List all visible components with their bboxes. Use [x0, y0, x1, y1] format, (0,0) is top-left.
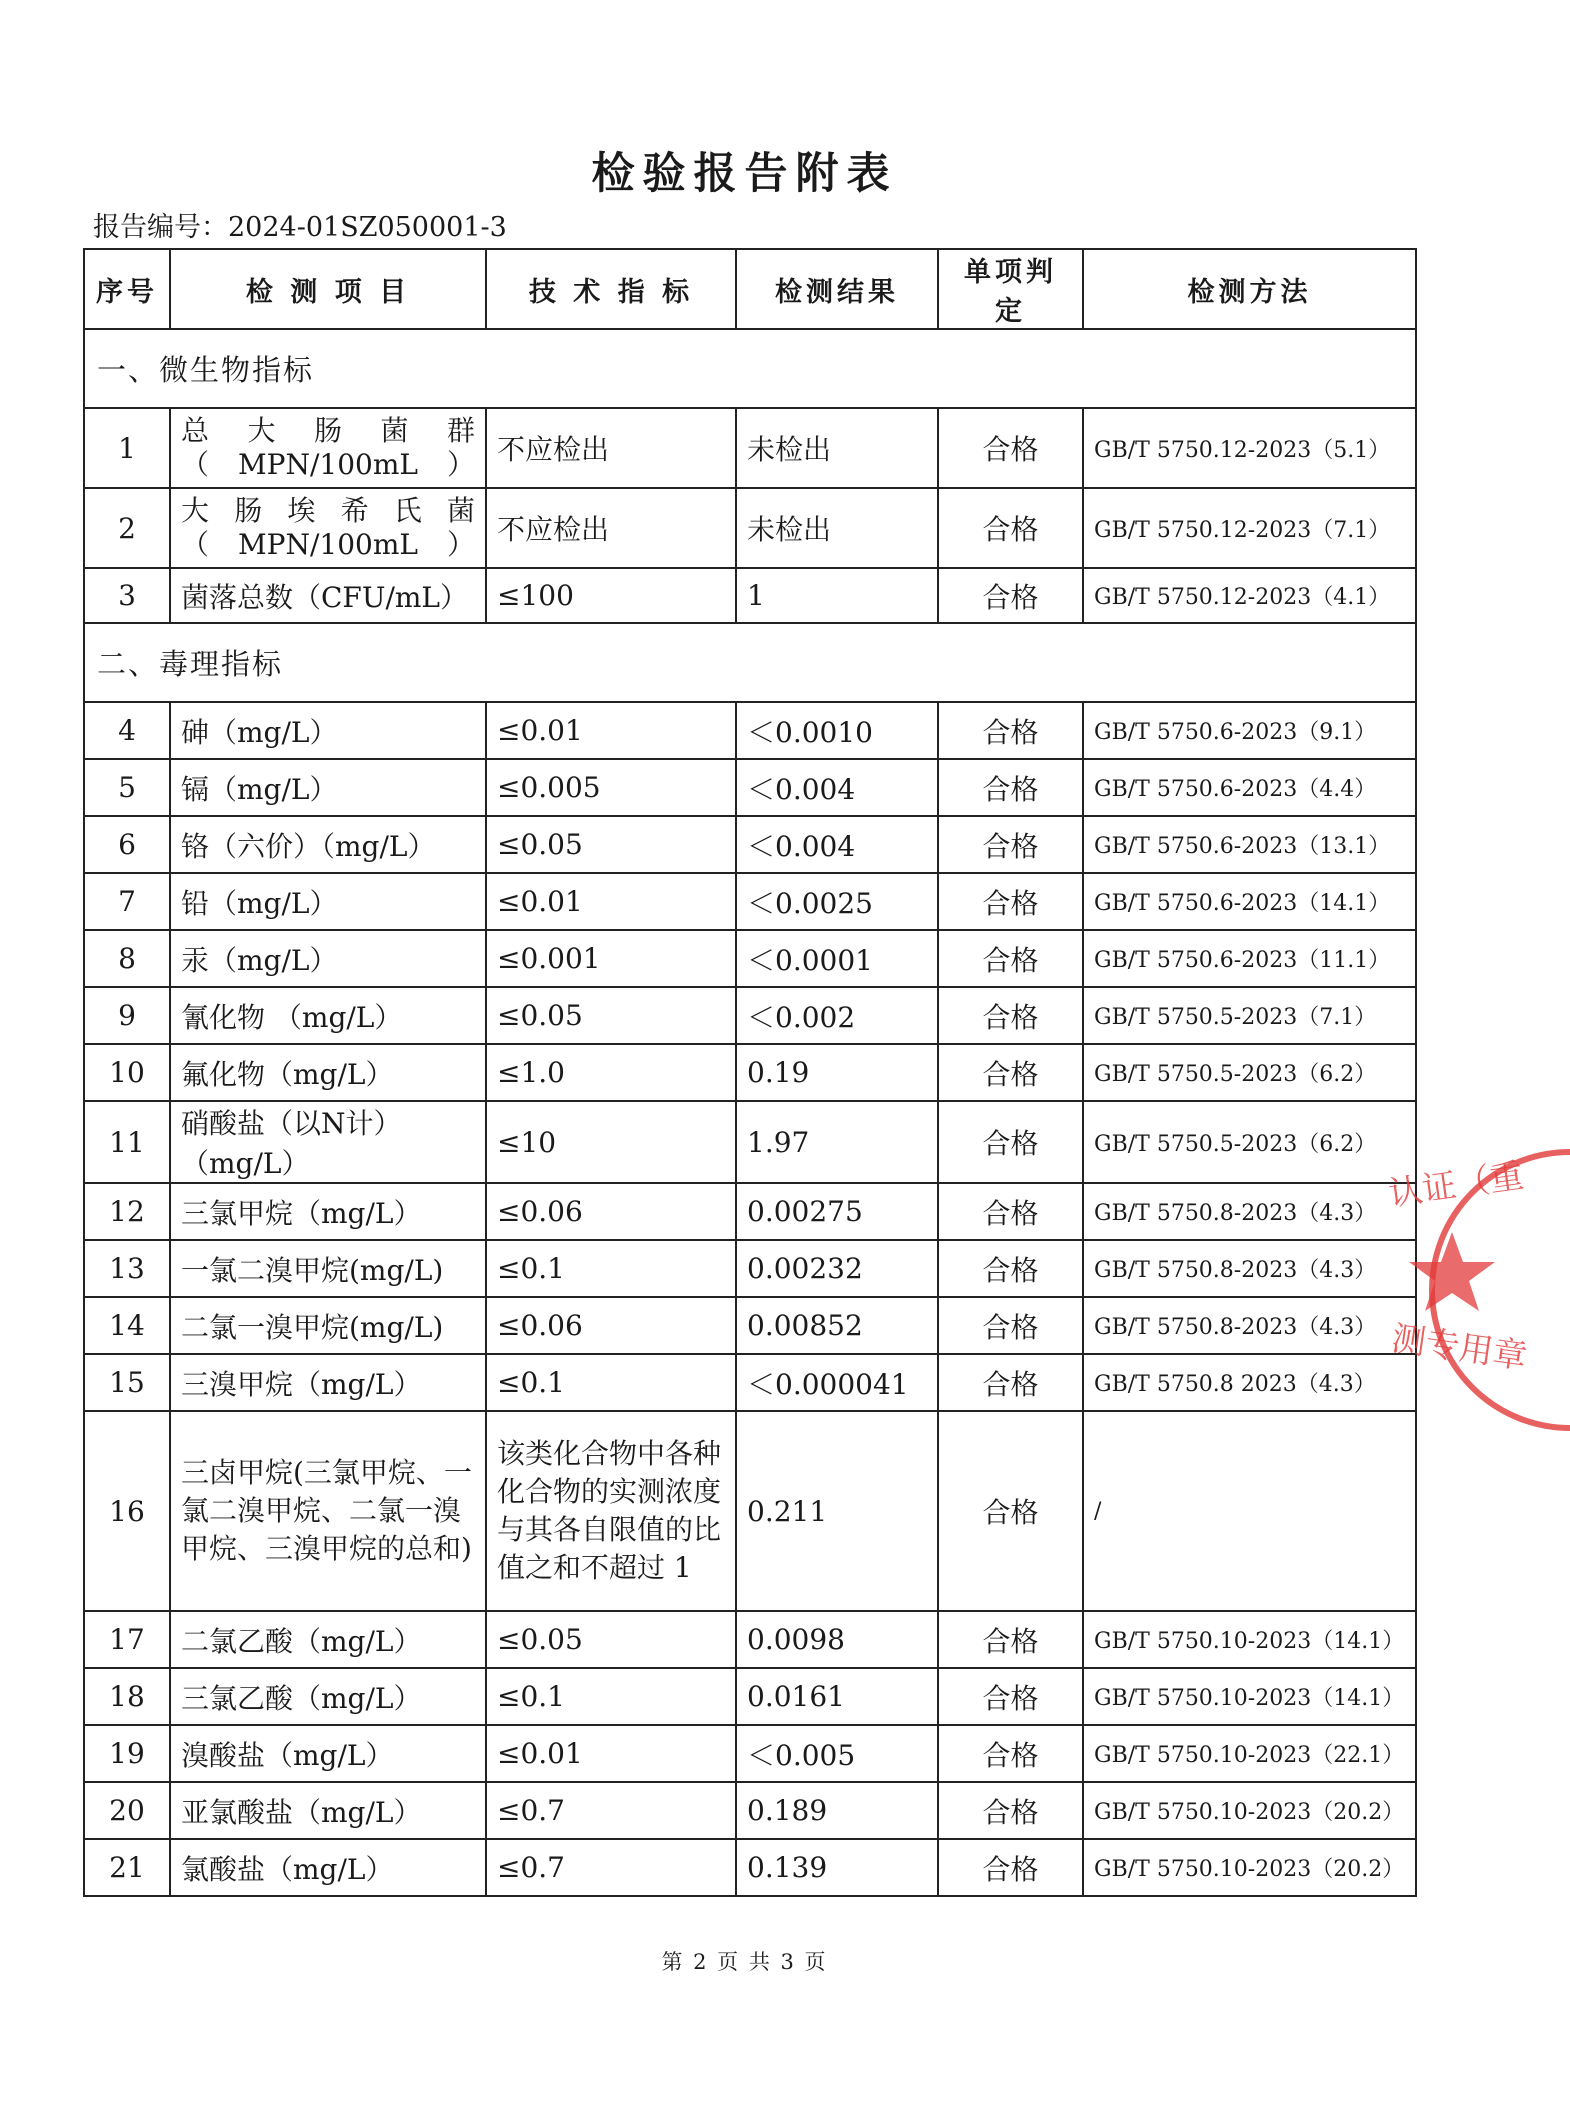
table-row [84, 759, 1416, 816]
row-judgement: 合格 [938, 873, 1083, 930]
row-judgement: 合格 [938, 1668, 1083, 1725]
row-limit: ≤0.001 [486, 930, 736, 987]
table-row [84, 1101, 1416, 1183]
header-limit: 技 术 指 标 [486, 249, 736, 329]
row-item: 二氯一溴甲烷(mg/L) [170, 1297, 486, 1354]
row-result: 1 [736, 568, 938, 623]
row-judgement: 合格 [938, 759, 1083, 816]
section-title: 一、微生物指标 [84, 329, 1416, 408]
row-number: 15 [84, 1354, 170, 1411]
row-item: 氰化物 （mg/L） [170, 987, 486, 1044]
row-result: 0.189 [736, 1782, 938, 1839]
row-result: ＜0.0010 [736, 702, 938, 759]
row-limit: ≤0.7 [486, 1839, 736, 1896]
table-row [84, 1839, 1416, 1896]
row-limit: ≤0.06 [486, 1297, 736, 1354]
row-limit: ≤100 [486, 568, 736, 623]
row-limit: ≤0.05 [486, 816, 736, 873]
row-limit: ≤0.1 [486, 1240, 736, 1297]
row-judgement: 合格 [938, 930, 1083, 987]
row-limit: 不应检出 [486, 408, 736, 488]
row-number: 8 [84, 930, 170, 987]
row-item: 大 肠 埃 希 氏 菌 （MPN/100mL） [170, 488, 486, 568]
row-number: 14 [84, 1297, 170, 1354]
table-row [84, 816, 1416, 873]
row-judgement: 合格 [938, 1240, 1083, 1297]
row-method: GB/T 5750.8-2023（4.3） [1083, 1183, 1416, 1240]
row-judgement: 合格 [938, 987, 1083, 1044]
row-item: 三溴甲烷（mg/L） [170, 1354, 486, 1411]
row-number: 2 [84, 488, 170, 568]
results-table [83, 248, 1417, 1897]
row-result: 0.0098 [736, 1611, 938, 1668]
row-limit: ≤0.05 [486, 1611, 736, 1668]
row-item: 氯酸盐（mg/L） [170, 1839, 486, 1896]
header-judge: 单项判定 [938, 249, 1083, 329]
row-limit: ≤0.1 [486, 1668, 736, 1725]
row-method: GB/T 5750.5-2023（7.1） [1083, 987, 1416, 1044]
row-judgement: 合格 [938, 1183, 1083, 1240]
row-number: 13 [84, 1240, 170, 1297]
table-row [84, 1240, 1416, 1297]
section-row [84, 623, 1416, 702]
row-number: 21 [84, 1839, 170, 1896]
row-item: 总 大 肠 菌 群 （MPN/100mL） [170, 408, 486, 488]
row-limit: ≤0.05 [486, 987, 736, 1044]
header-item: 检 测 项 目 [170, 249, 486, 329]
row-method: GB/T 5750.6-2023（13.1） [1083, 816, 1416, 873]
row-method: GB/T 5750.10-2023（20.2） [1083, 1782, 1416, 1839]
table-row [84, 1668, 1416, 1725]
row-judgement: 合格 [938, 1297, 1083, 1354]
row-method: GB/T 5750.12-2023（4.1） [1083, 568, 1416, 623]
row-result: 0.00275 [736, 1183, 938, 1240]
row-judgement: 合格 [938, 408, 1083, 488]
row-number: 20 [84, 1782, 170, 1839]
row-method: GB/T 5750.8 2023（4.3） [1083, 1354, 1416, 1411]
row-judgement: 合格 [938, 816, 1083, 873]
row-result: ＜0.005 [736, 1725, 938, 1782]
row-number: 16 [84, 1411, 170, 1611]
row-method: GB/T 5750.6-2023（14.1） [1083, 873, 1416, 930]
row-limit: ≤0.005 [486, 759, 736, 816]
row-limit: ≤0.01 [486, 873, 736, 930]
header-result: 检测结果 [736, 249, 938, 329]
row-number: 5 [84, 759, 170, 816]
row-judgement: 合格 [938, 1101, 1083, 1183]
row-result: ＜0.000041 [736, 1354, 938, 1411]
row-method: GB/T 5750.6-2023（11.1） [1083, 930, 1416, 987]
row-judgement: 合格 [938, 488, 1083, 568]
row-limit: ≤0.1 [486, 1354, 736, 1411]
row-method: GB/T 5750.10-2023（14.1） [1083, 1668, 1416, 1725]
row-result: 未检出 [736, 408, 938, 488]
row-limit: 不应检出 [486, 488, 736, 568]
table-row [84, 702, 1416, 759]
row-method: GB/T 5750.6-2023（4.4） [1083, 759, 1416, 816]
row-number: 18 [84, 1668, 170, 1725]
row-item: 三氯乙酸（mg/L） [170, 1668, 486, 1725]
row-item: 亚氯酸盐（mg/L） [170, 1782, 486, 1839]
row-number: 12 [84, 1183, 170, 1240]
row-number: 6 [84, 816, 170, 873]
table-header-row [84, 249, 1416, 329]
report-number: 报告编号：2024-01SZ050001-3 [93, 212, 507, 243]
table-row [84, 1354, 1416, 1411]
row-item: 二氯乙酸（mg/L） [170, 1611, 486, 1668]
row-item: 三氯甲烷（mg/L） [170, 1183, 486, 1240]
section-title: 二、毒理指标 [84, 623, 1416, 702]
row-number: 10 [84, 1044, 170, 1101]
row-judgement: 合格 [938, 1044, 1083, 1101]
row-item: 溴酸盐（mg/L） [170, 1725, 486, 1782]
row-number: 3 [84, 568, 170, 623]
row-item: 汞（mg/L） [170, 930, 486, 987]
row-result: 0.19 [736, 1044, 938, 1101]
row-number: 17 [84, 1611, 170, 1668]
table-row [84, 1782, 1416, 1839]
row-limit: ≤0.06 [486, 1183, 736, 1240]
section-row [84, 329, 1416, 408]
row-method: GB/T 5750.8-2023（4.3） [1083, 1240, 1416, 1297]
row-method: GB/T 5750.12-2023（5.1） [1083, 408, 1416, 488]
row-result: ＜0.0001 [736, 930, 938, 987]
row-result: 0.211 [736, 1411, 938, 1611]
table-row [84, 987, 1416, 1044]
row-judgement: 合格 [938, 1839, 1083, 1896]
table-row [84, 568, 1416, 623]
row-method: GB/T 5750.10-2023（22.1） [1083, 1725, 1416, 1782]
row-result: ＜0.002 [736, 987, 938, 1044]
row-judgement: 合格 [938, 1354, 1083, 1411]
table-row [84, 1183, 1416, 1240]
table-row [84, 1297, 1416, 1354]
table-row [84, 1411, 1416, 1611]
row-method: / [1083, 1411, 1416, 1611]
table-row [84, 1044, 1416, 1101]
row-item: 氟化物（mg/L） [170, 1044, 486, 1101]
row-judgement: 合格 [938, 1411, 1083, 1611]
row-number: 9 [84, 987, 170, 1044]
row-judgement: 合格 [938, 1782, 1083, 1839]
table-row [84, 488, 1416, 568]
row-item: 铅（mg/L） [170, 873, 486, 930]
row-item: 镉（mg/L） [170, 759, 486, 816]
row-method: GB/T 5750.10-2023（20.2） [1083, 1839, 1416, 1896]
row-limit: ≤1.0 [486, 1044, 736, 1101]
row-judgement: 合格 [938, 1611, 1083, 1668]
row-method: GB/T 5750.5-2023（6.2） [1083, 1101, 1416, 1183]
row-item: 三卤甲烷(三氯甲烷、一氯二溴甲烷、二氯一溴甲烷、三溴甲烷的总和) [170, 1411, 486, 1611]
row-limit: 该类化合物中各种化合物的实测浓度与其各自限值的比值之和不超过 1 [486, 1411, 736, 1611]
row-number: 7 [84, 873, 170, 930]
svg-text:测专用章: 测专用章 [1389, 1318, 1530, 1378]
row-item: 菌落总数（CFU/mL） [170, 568, 486, 623]
table-row [84, 1725, 1416, 1782]
row-number: 4 [84, 702, 170, 759]
row-limit: ≤0.01 [486, 1725, 736, 1782]
row-judgement: 合格 [938, 568, 1083, 623]
row-method: GB/T 5750.5-2023（6.2） [1083, 1044, 1416, 1101]
row-result: 0.00852 [736, 1297, 938, 1354]
row-limit: ≤0.01 [486, 702, 736, 759]
page-title: 检验报告附表 [591, 149, 898, 199]
row-limit: ≤0.7 [486, 1782, 736, 1839]
row-result: ＜0.004 [736, 816, 938, 873]
row-number: 11 [84, 1101, 170, 1183]
row-result: 1.97 [736, 1101, 938, 1183]
row-judgement: 合格 [938, 1725, 1083, 1782]
row-item: 硝酸盐（以N计）（mg/L） [170, 1101, 486, 1183]
row-item: 铬（六价）（mg/L） [170, 816, 486, 873]
svg-text:认证（重: 认证（重 [1386, 1155, 1527, 1215]
row-method: GB/T 5750.10-2023（14.1） [1083, 1611, 1416, 1668]
row-result: ＜0.004 [736, 759, 938, 816]
row-result: 0.0161 [736, 1668, 938, 1725]
row-limit: ≤10 [486, 1101, 736, 1183]
row-result: 0.00232 [736, 1240, 938, 1297]
row-item: 一氯二溴甲烷(mg/L) [170, 1240, 486, 1297]
row-judgement: 合格 [938, 702, 1083, 759]
row-number: 1 [84, 408, 170, 488]
table-row [84, 408, 1416, 488]
row-item: 砷（mg/L） [170, 702, 486, 759]
row-number: 19 [84, 1725, 170, 1782]
row-result: 0.139 [736, 1839, 938, 1896]
header-method: 检测方法 [1083, 249, 1416, 329]
table-row [84, 930, 1416, 987]
row-method: GB/T 5750.6-2023（9.1） [1083, 702, 1416, 759]
row-result: ＜0.0025 [736, 873, 938, 930]
row-result: 未检出 [736, 488, 938, 568]
table-row [84, 1611, 1416, 1668]
header-no: 序号 [84, 249, 170, 329]
official-seal [1370, 1140, 1570, 1440]
table-row [84, 873, 1416, 930]
row-method: GB/T 5750.12-2023（7.1） [1083, 488, 1416, 568]
page-footer: 第 2 页 共 3 页 [661, 1950, 828, 1974]
row-method: GB/T 5750.8-2023（4.3） [1083, 1297, 1416, 1354]
